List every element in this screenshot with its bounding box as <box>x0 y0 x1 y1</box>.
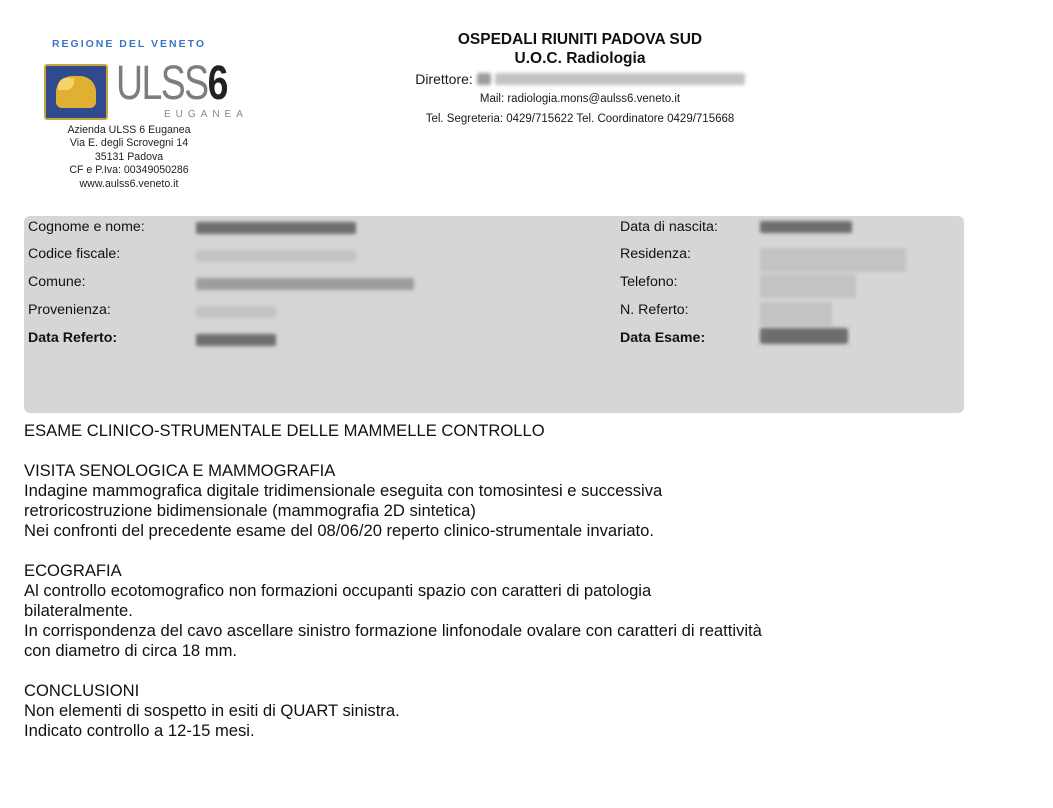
department-name: U.O.C. Radiologia <box>514 50 646 67</box>
address-line: 35131 Padova <box>94 150 164 163</box>
veneto-lion-crest-icon <box>44 64 108 120</box>
director-label: Direttore: <box>415 71 473 87</box>
redacted-municipality <box>196 278 414 290</box>
report-line: Indagine mammografica digitale tridimensionale eseguita con tomosintesi e successiva <box>24 481 663 500</box>
director-line <box>300 71 860 87</box>
redacted-director-name <box>495 73 745 85</box>
redacted-provenance <box>196 306 276 318</box>
region-label: REGIONE DEL VENETO <box>51 38 207 50</box>
section-title-visita: VISITA SENOLOGICA E MAMMOGRAFIA <box>24 461 336 480</box>
address-line: www.aulss6.veneto.it <box>79 177 179 190</box>
ulss-logo <box>24 57 248 122</box>
report-line: retroricostruzione bidimensionale (mammografia 2D sintetica) <box>24 501 476 520</box>
report-date-label: Data Referto: <box>28 330 118 346</box>
residence-label: Residenza: <box>620 246 691 262</box>
contact-mail: Mail: radiologia.mons@aulss6.veneto.it <box>479 93 681 105</box>
euganea-logo-text: EUGANEA <box>164 109 248 120</box>
redacted-exam-date <box>760 328 848 344</box>
contact-phones: Tel. Segreteria: 0429/715622 Tel. Coordinatore 0429/715668 <box>425 113 735 125</box>
report-line: In corrispondenza del cavo ascellare sinistro formazione linfonodale ovalare con caratteri di reattività <box>24 621 762 640</box>
hospital-header <box>300 30 860 125</box>
organization-address <box>24 124 234 191</box>
redacted-birth-date <box>760 221 852 233</box>
redacted-report-date <box>196 334 276 346</box>
report-line: Indicato controllo a 12-15 mesi. <box>24 721 255 740</box>
report-line: Non elementi di sospetto in esiti di QUART sinistra. <box>24 701 400 720</box>
municipality-label: Comune: <box>28 274 86 290</box>
redacted-phone <box>760 274 856 298</box>
report-line: con diametro di circa 18 mm. <box>24 641 238 660</box>
tax-code-label: Codice fiscale: <box>28 246 121 262</box>
phone-label: Telefono: <box>620 274 678 290</box>
report-line: Nei confronti del precedente esame del 08/06/20 reperto clinico-strumentale invariato. <box>24 521 654 540</box>
address-line: Via E. degli Scrovegni 14 <box>69 137 189 150</box>
provenance-label: Provenienza: <box>28 302 111 318</box>
birth-date-label: Data di nascita: <box>620 219 718 235</box>
exam-title: ESAME CLINICO-STRUMENTALE DELLE MAMMELLE CONTROLLO <box>24 421 545 440</box>
organization-logo-block <box>24 38 248 191</box>
address-line: Azienda ULSS 6 Euganea <box>67 124 191 136</box>
exam-date-label: Data Esame: <box>620 330 706 346</box>
report-line: Al controllo ecotomografico non formazioni occupanti spazio con caratteri di patologia <box>24 581 652 600</box>
redacted-patient-name <box>196 222 356 234</box>
redacted-report-number <box>760 302 832 326</box>
redacted-residence <box>760 248 906 272</box>
report-line: bilateralmente. <box>24 601 133 620</box>
section-title-ecografia: ECOGRAFIA <box>24 561 122 580</box>
report-body <box>24 421 984 741</box>
patient-name-label: Cognome e nome: <box>28 219 145 235</box>
hospital-name: OSPEDALI RIUNITI PADOVA SUD <box>457 31 703 48</box>
redacted-tax-code <box>196 250 356 262</box>
patient-info-panel <box>24 216 964 413</box>
ulss-logo-text: ULSS6 <box>116 57 227 110</box>
redacted-director-initial <box>477 73 491 85</box>
address-line: CF e P.Iva: 00349050286 <box>69 164 189 177</box>
report-number-label: N. Referto: <box>620 302 689 318</box>
section-title-conclusioni: CONCLUSIONI <box>24 681 140 700</box>
